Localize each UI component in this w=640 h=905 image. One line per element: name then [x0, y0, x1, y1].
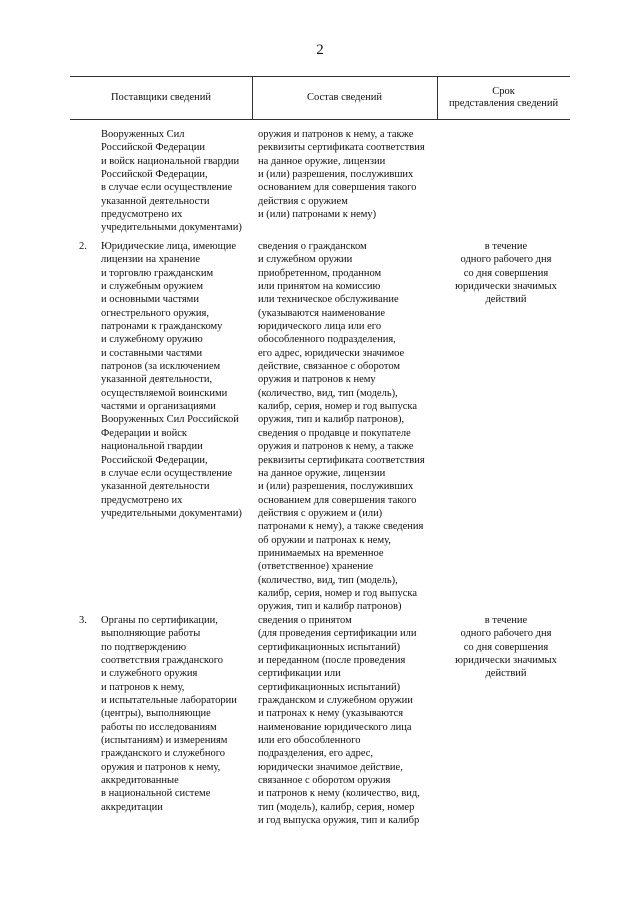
- composition-line: действие, связанное с оборотом: [258, 361, 401, 373]
- supplier-line: патронами к гражданскому: [101, 321, 223, 333]
- composition-line: и год выпуска оружия, тип и калибр: [258, 815, 420, 827]
- supplier-line: Российской Федерации,: [101, 454, 208, 466]
- supplier-line: национальной гвардии: [101, 441, 203, 453]
- composition-line: основанием для совершения такого: [258, 494, 417, 506]
- supplier-line: работы по исследованиям: [101, 721, 217, 733]
- composition-line: и (или) разрешения, послуживших: [258, 481, 414, 493]
- supplier-line: учредительными документами): [101, 507, 242, 519]
- composition-line: и (или) разрешения, послуживших: [258, 169, 414, 181]
- header-composition: Состав сведений: [306, 92, 383, 103]
- supplier-line: и служебным оружием: [101, 281, 203, 293]
- header-term-line2: представления сведений: [448, 98, 559, 109]
- composition-line: (ответственное) хранение: [258, 561, 374, 573]
- row-term: [445, 240, 567, 307]
- composition-line: связанное с оборотом оружия: [258, 775, 391, 787]
- supplier-line: гражданского и служебного: [101, 748, 226, 760]
- term-line: действий: [485, 294, 527, 306]
- composition-line: патронами к нему), а также сведения: [258, 521, 424, 533]
- term-line: действий: [485, 668, 527, 680]
- composition-line: подразделения, его адрес,: [258, 748, 374, 760]
- composition-line: сертификационных испытаний): [258, 681, 401, 693]
- supplier-line: в национальной системе: [101, 788, 211, 800]
- composition-line: (для проведения сертификации или: [258, 628, 417, 640]
- row-composition: [258, 240, 448, 614]
- composition-line: на данное оружие, лицензии: [258, 467, 386, 479]
- supplier-line: и патронов к нему,: [101, 681, 185, 693]
- supplier-line: выполняющие работы: [101, 628, 201, 640]
- supplier-line: и служебного оружия: [101, 668, 198, 680]
- supplier-line: и составными частями: [101, 347, 203, 359]
- supplier-line: указанной деятельности: [101, 195, 210, 207]
- row-suppliers: [101, 614, 261, 814]
- supplier-line: Органы по сертификации,: [101, 615, 218, 626]
- term-line: юридически значимых: [455, 281, 557, 293]
- term-line: одного рабочего дня: [460, 628, 552, 640]
- composition-line: или его обособленного: [258, 735, 361, 747]
- row-suppliers: [101, 240, 261, 520]
- composition-line: тип (модель), калибр, серия, номер: [258, 801, 415, 813]
- header-term-line1: Срок: [492, 86, 515, 97]
- supplier-line: по подтверждению: [101, 641, 187, 653]
- composition-line: сертификации или: [258, 668, 341, 680]
- page-number: 2: [316, 42, 324, 58]
- row-composition: [258, 128, 448, 221]
- supplier-line: предусмотрено их: [101, 494, 183, 506]
- supplier-line: (испытаниям) и измерениям: [101, 735, 228, 747]
- term-line: со дня совершения: [463, 267, 549, 279]
- header-term: [437, 76, 570, 120]
- composition-line: основанием для совершения такого: [258, 182, 417, 194]
- supplier-line: Юридические лица, имеющие: [101, 241, 237, 252]
- supplier-line: в случае если осуществление: [101, 182, 233, 194]
- composition-line: и переданном (после проведения: [258, 655, 406, 667]
- supplier-line: Федерации и войск: [101, 427, 187, 439]
- supplier-line: Вооруженных Сил Российской: [101, 414, 239, 426]
- composition-line: и (или) патронами к нему): [258, 209, 377, 221]
- supplier-line: осуществляемой воинскими: [101, 387, 228, 399]
- composition-line: действия с оружием и (или): [258, 507, 383, 519]
- composition-line: сведения о принятом: [258, 615, 352, 626]
- term-line: со дня совершения: [463, 641, 549, 653]
- supplier-line: (центры), выполняющие: [101, 708, 211, 720]
- supplier-line: соответствия гражданского: [101, 655, 224, 667]
- composition-line: и патронах к нему (указываются: [258, 708, 404, 720]
- composition-line: калибр, серия, номер и год выпуска: [258, 401, 417, 413]
- supplier-line: указанной деятельности,: [101, 374, 213, 386]
- supplier-line: аккредитованные: [101, 775, 179, 787]
- composition-line: (количество, вид, тип (модель),: [258, 574, 398, 586]
- supplier-line: и испытательные лаборатории: [101, 695, 237, 707]
- composition-line: об оружии и патронах к нему,: [258, 534, 391, 546]
- composition-line: и служебном оружии: [258, 254, 353, 266]
- row-composition: [258, 614, 448, 828]
- composition-line: реквизиты сертификата соответствия: [258, 454, 425, 466]
- composition-line: на данное оружие, лицензии: [258, 155, 386, 167]
- composition-line: юридического лица или его: [258, 321, 382, 333]
- row-suppliers: [101, 128, 261, 235]
- supplier-line: указанной деятельности: [101, 481, 210, 493]
- supplier-line: и войск национальной гвардии: [101, 155, 240, 167]
- supplier-line: учредительными документами): [101, 222, 242, 234]
- composition-line: юридически значимое действие,: [258, 761, 403, 773]
- composition-line: его адрес, юридически значимое: [258, 347, 405, 359]
- composition-line: (указываются наименование: [258, 307, 386, 319]
- row-term: [445, 614, 567, 681]
- composition-line: оружия и патронов к нему: [258, 374, 376, 386]
- composition-line: калибр, серия, номер и год выпуска: [258, 587, 417, 599]
- term-line: в течение: [484, 241, 528, 252]
- supplier-line: и основными частями: [101, 294, 199, 306]
- supplier-line: и торговлю гражданским: [101, 267, 214, 279]
- composition-line: оружия и патронов к нему, а также: [258, 129, 414, 140]
- composition-line: сведения о гражданском: [258, 241, 367, 252]
- supplier-line: патронов (за исключением: [101, 361, 221, 373]
- supplier-line: частями и организациями: [101, 401, 216, 413]
- header-suppliers: Поставщики сведений: [110, 92, 212, 103]
- term-line: в течение: [484, 615, 528, 626]
- composition-line: обособленного подразделения,: [258, 334, 396, 346]
- supplier-line: Российской Федерации,: [101, 169, 208, 181]
- supplier-line: и служебному оружию: [101, 334, 203, 346]
- supplier-line: лицензии на хранение: [101, 254, 201, 266]
- supplier-line: Российской Федерации: [101, 142, 205, 154]
- composition-line: принимаемых на временное: [258, 547, 384, 559]
- composition-line: или техническое обслуживание: [258, 294, 399, 306]
- supplier-line: огнестрельного оружия,: [101, 307, 210, 319]
- composition-line: гражданском и служебном оружии: [258, 695, 413, 707]
- composition-line: и патронов к нему (количество, вид,: [258, 788, 420, 800]
- row-number: 2.: [79, 241, 87, 252]
- composition-line: оружия, тип и калибр патронов),: [258, 414, 405, 426]
- composition-line: оружия и патронов к нему, а также: [258, 441, 414, 453]
- composition-line: наименование юридического лица: [258, 721, 412, 733]
- term-line: одного рабочего дня: [460, 254, 552, 266]
- composition-line: сведения о продавце и покупателе: [258, 427, 411, 439]
- composition-line: сертификационных испытаний): [258, 641, 401, 653]
- supplier-line: Вооруженных Сил: [101, 129, 185, 140]
- supplier-line: оружия и патронов к нему,: [101, 761, 221, 773]
- composition-line: реквизиты сертификата соответствия: [258, 142, 425, 154]
- term-line: юридически значимых: [455, 655, 557, 667]
- composition-line: или принятом на комиссию: [258, 281, 381, 293]
- supplier-line: аккредитации: [101, 801, 163, 813]
- composition-line: оружия, тип и калибр патронов): [258, 601, 402, 613]
- row-number: 3.: [79, 615, 87, 626]
- composition-line: действия с оружием: [258, 195, 348, 207]
- supplier-line: предусмотрено их: [101, 209, 183, 221]
- composition-line: (количество, вид, тип (модель),: [258, 387, 398, 399]
- composition-line: приобретенном, проданном: [258, 267, 382, 279]
- supplier-line: в случае если осуществление: [101, 467, 233, 479]
